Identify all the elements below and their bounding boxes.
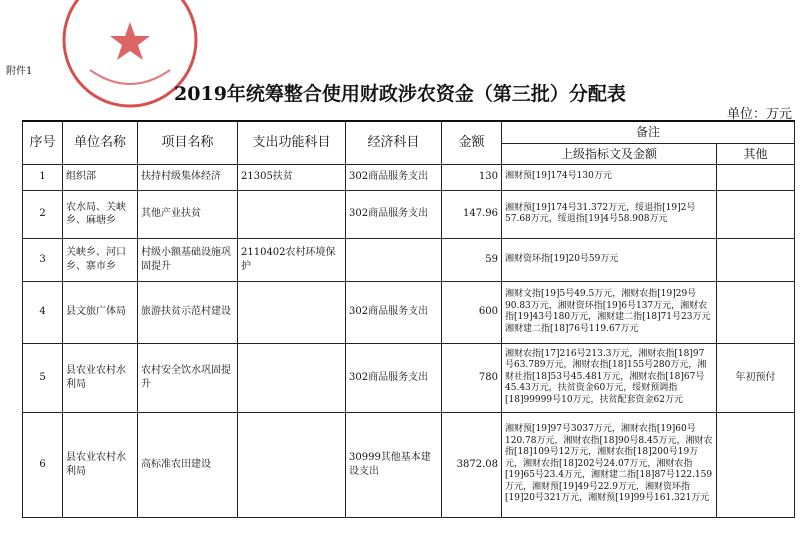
cell-index: 4 [23,281,63,343]
cell-amount: 3872.08 [442,412,502,517]
cell-org: 县农业农村水利局 [63,343,138,412]
cell-function [238,412,346,517]
cell-upper: 湘财预[19]174号130万元 [502,164,717,190]
header-org: 单位名称 [63,121,138,164]
cell-project: 村级小额基础设施巩固提升 [138,238,238,281]
cell-project: 农村安全饮水巩固提升 [138,343,238,412]
cell-org: 组织部 [63,164,138,190]
header-remarks-other: 其他 [717,143,795,164]
cell-other [717,281,795,343]
table-row [23,164,795,190]
page-title: 2019年统筹整合使用财政涉农资金（第三批）分配表 [174,83,626,105]
cell-upper: 湘财文指[19]5号49.5万元，湘财农指[19]29号90.83万元，湘财资环指[19]6号137万元，湘财农指[19]43号180万元，湘财建二指[18]71号23万元湘财建二指[18]76号119.67万元 [502,281,717,343]
cell-economic: 302商品服务支出 [346,281,442,343]
cell-amount: 600 [442,281,502,343]
cell-function [238,343,346,412]
cell-economic: 302商品服务支出 [346,190,442,238]
cell-index: 1 [23,164,63,190]
header-remarks-upper: 上级指标文及金额 [502,143,717,164]
cell-other [717,190,795,238]
cell-org: 农水局、关峡乡、麻塘乡 [63,190,138,238]
cell-economic [346,238,442,281]
attachment-label: 附件1 [6,66,33,77]
cell-upper: 湘财农指[17]216号213.3万元，湘财农指[18]97号63.789万元，湘财农指[18]155号280万元，湘财社指[18]53号45.481万元，湘财农指[18]67号45.43万元，扶贫资金60万元，绥财预调指[18]99999号10万元，扶贫配套资金62万元 [502,343,717,412]
table-row [23,343,795,412]
cell-org: 县文旅广体局 [63,281,138,343]
header-economic-subject: 经济科目 [346,121,442,164]
cell-project: 旅游扶贫示范村建设 [138,281,238,343]
cell-org: 县农业农村水利局 [63,412,138,517]
cell-index: 2 [23,190,63,238]
cell-project: 扶持村级集体经济 [138,164,238,190]
cell-amount: 780 [442,343,502,412]
cell-project: 高标准农田建设 [138,412,238,517]
cell-other [717,412,795,517]
header-index: 序号 [23,121,63,164]
cell-index: 6 [23,412,63,517]
table-row [23,190,795,238]
cell-upper: 湘财预[19]174号31.372万元，绥退指[19]2号57.68万元，绥退指[19]4号58.908万元 [502,190,717,238]
cell-function: 21305扶贫 [238,164,346,190]
cell-function: 2110402农村环境保护 [238,238,346,281]
table-row [23,238,795,281]
header-project: 项目名称 [138,121,238,164]
cell-project: 其他产业扶贫 [138,190,238,238]
header-remarks: 备注 [502,121,795,143]
cell-economic: 302商品服务支出 [346,164,442,190]
allocation-table [22,120,795,518]
cell-economic: 302商品服务支出 [346,343,442,412]
table-row [23,281,795,343]
cell-index: 3 [23,238,63,281]
header-function-subject: 支出功能科目 [238,121,346,164]
cell-economic: 30999其他基本建设支出 [346,412,442,517]
header-amount: 金额 [442,121,502,164]
cell-index: 5 [23,343,63,412]
cell-amount: 130 [442,164,502,190]
cell-function [238,190,346,238]
cell-other: 年初预付 [717,343,795,412]
cell-function [238,281,346,343]
cell-amount: 147.96 [442,190,502,238]
cell-upper: 湘财预[19]97号3037万元，湘财农指[19]60号120.78万元，湘财农指[18]90号8.45万元，湘财农指[18]109号12万元，湘财农指[18]200号19万元，湘财农指[18]202号24.07万元，湘财农指[19]65号23.4万元，湘财建二指[18]87号122.159万元，湘财预[19]49号22.9万元，湘财资环指[19]20号321万元，湘财预[19]99号161.321万元 [502,412,717,517]
cell-other [717,164,795,190]
cell-org: 关峡乡、河口乡、寨市乡 [63,238,138,281]
unit-label: 单位：万元 [726,107,792,122]
cell-other [717,238,795,281]
cell-upper: 湘财资环指[19]20号59万元 [502,238,717,281]
cell-amount: 59 [442,238,502,281]
table-row [23,412,795,517]
